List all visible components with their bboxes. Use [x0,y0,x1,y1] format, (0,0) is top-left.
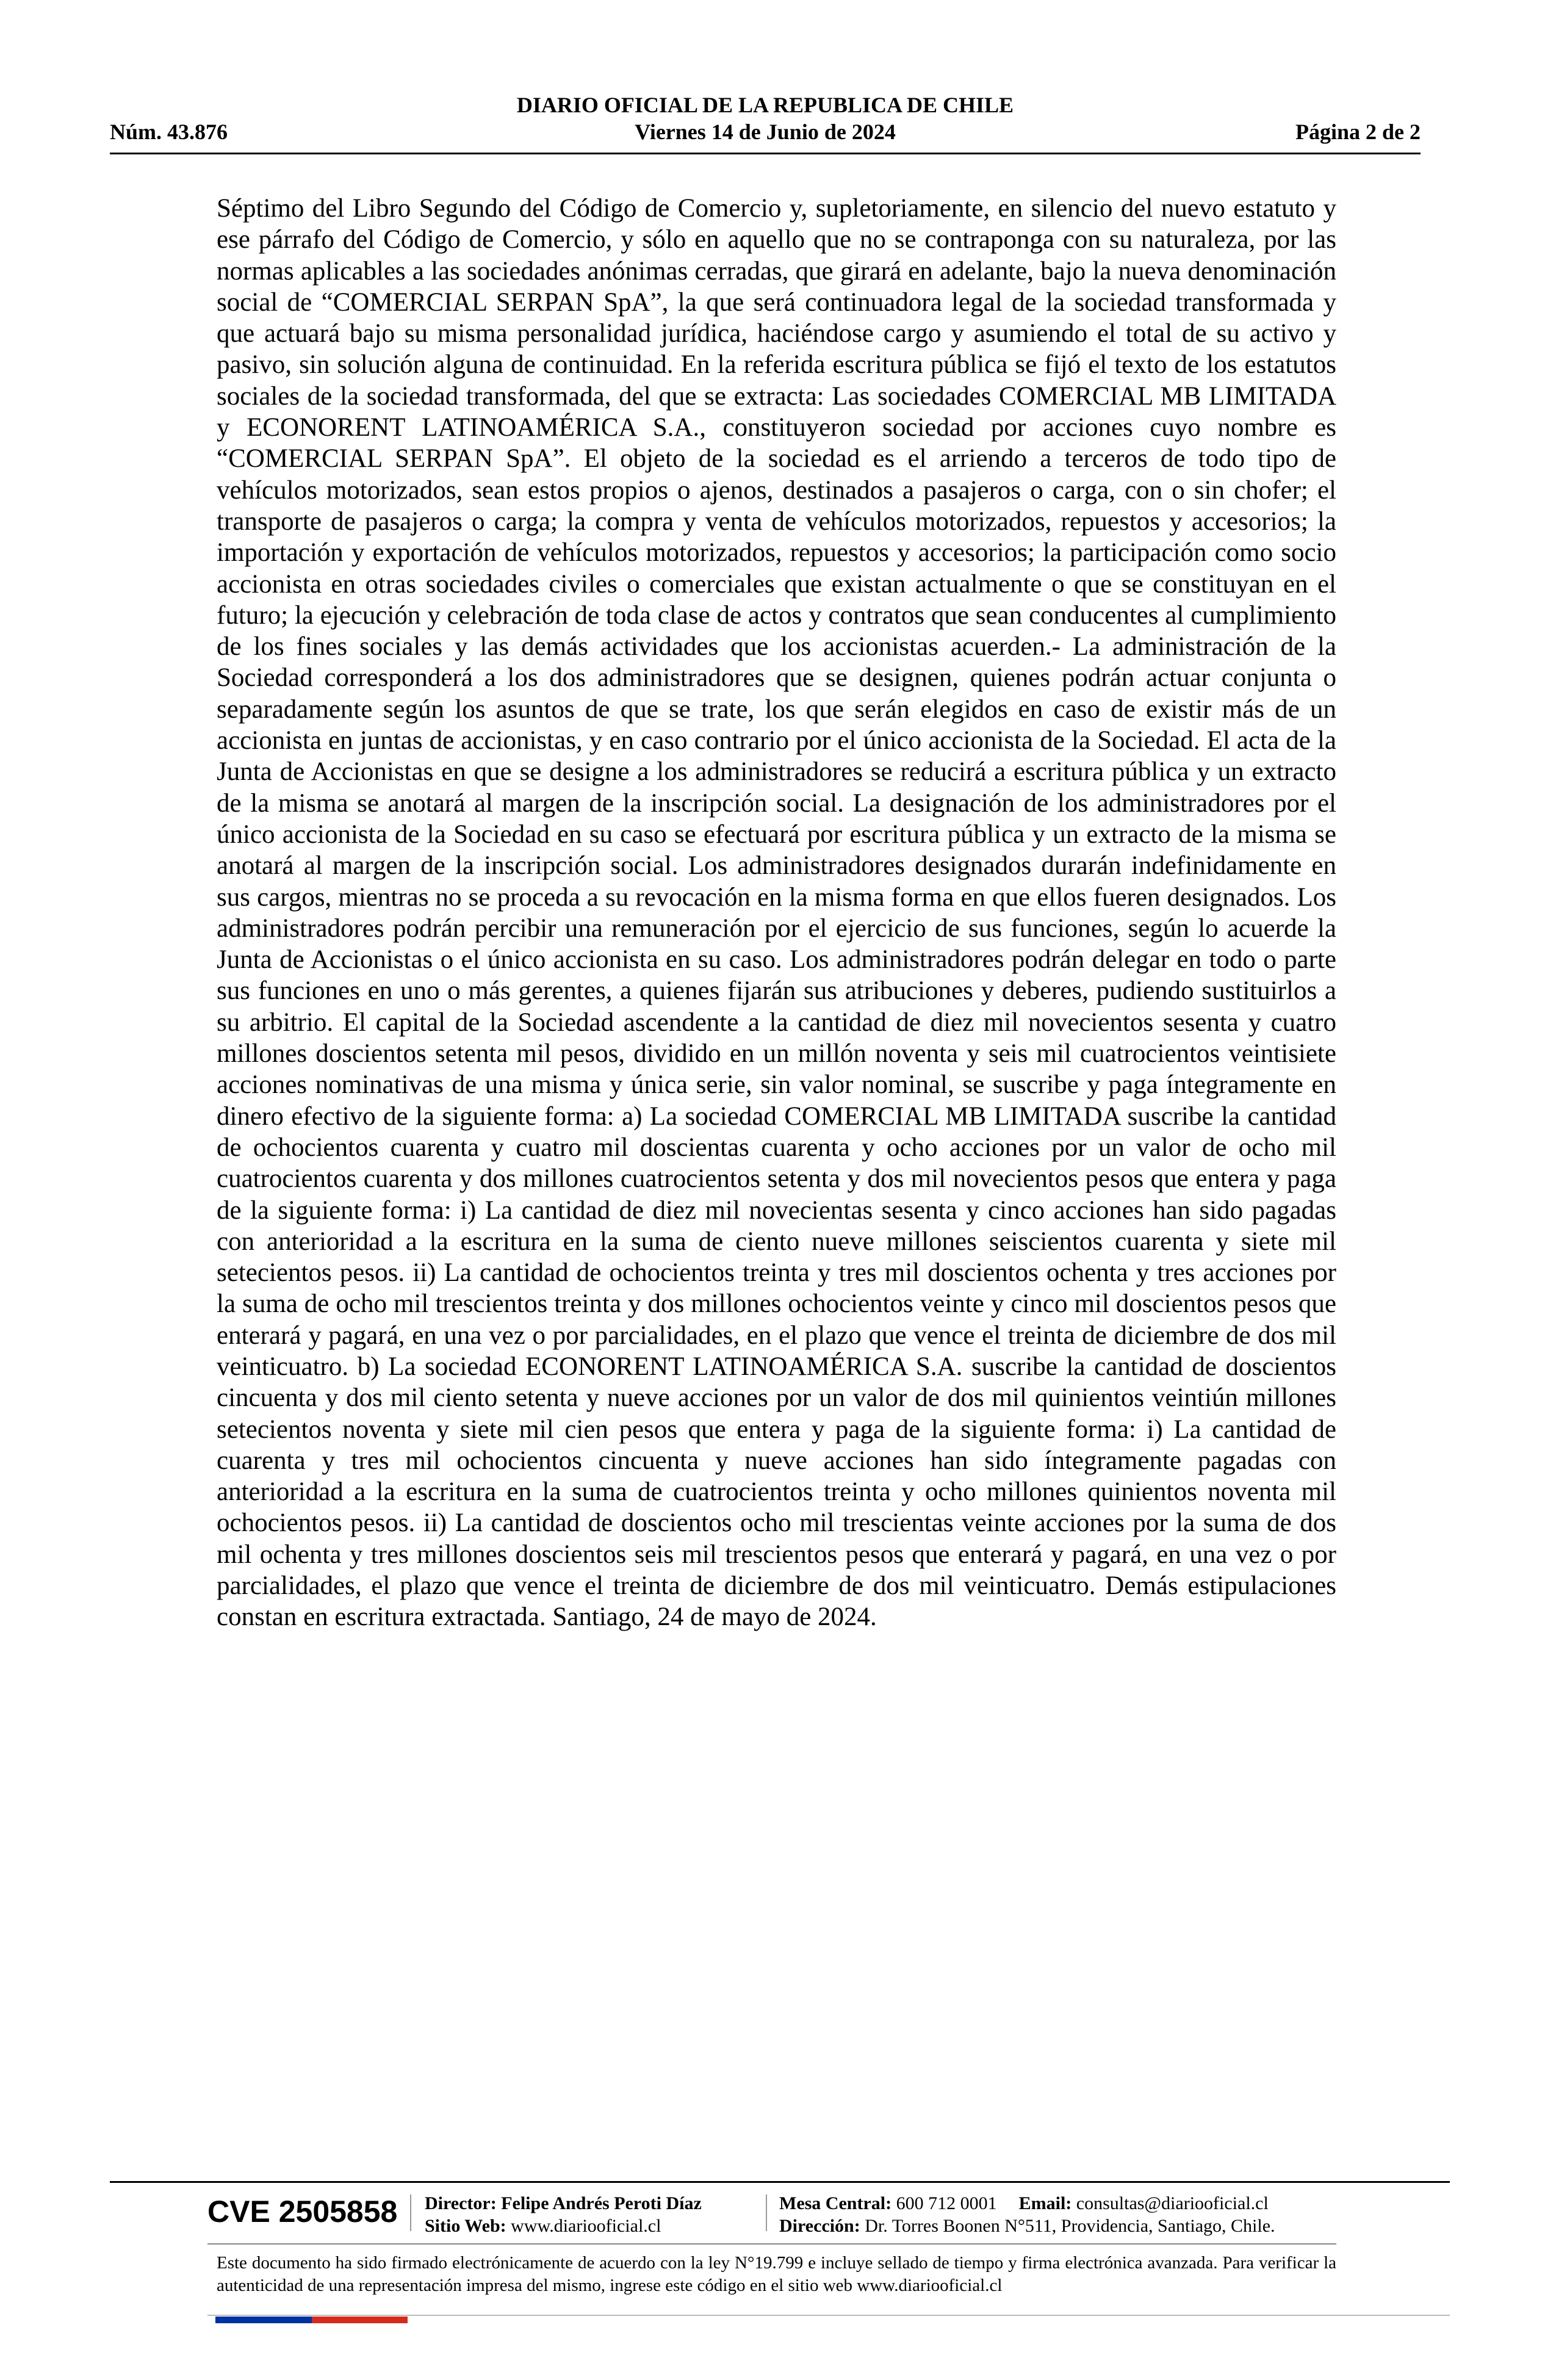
footer-inner-divider [207,2243,1336,2245]
footer-separator [766,2194,767,2231]
phone-label: Mesa Central: [779,2193,892,2213]
publication-title: DIARIO OFICIAL DE LA REPUBLICA DE CHILE [516,93,1014,117]
document-body [217,193,1336,1633]
page-number: Página 2 de 2 [1295,120,1421,144]
email-label: Email: [1018,2193,1072,2213]
flag-stripe [215,2317,408,2323]
footer-bottom-divider [207,2315,1450,2316]
address-label: Dirección: [779,2216,860,2236]
footer-director-block [425,2192,702,2237]
flag-blue-segment [215,2317,312,2323]
address-value: Dr. Torres Boonen N°511, Providencia, Santiago, Chile. [865,2216,1275,2236]
body-paragraph: Séptimo del Libro Segundo del Código de Comercio y, supletoriamente, en silencio del nuevo estatuto y ese párrafo del Código de Comercio, y sólo en aquello que no se contraponga con su naturaleza, por las normas aplicables a las sociedades anónimas cerradas, que girará en adelante, bajo la nueva denominación social de “COMERCIAL SERPAN SpA”, la que será continuadora legal de la sociedad transformada y que actuará bajo su misma personalidad jurídica, haciéndose cargo y asumiendo el total de su activo y pasivo, sin solución alguna de continuidad. En la referida escritura pública se fijó el texto de los estatutos sociales de la sociedad transformada, del que se extracta: Las sociedades COMERCIAL MB LIMITADA y ECONORENT LATINOAMÉRICA S.A., constituyeron sociedad por acciones cuyo nombre es “COMERCIAL SERPAN SpA”. El objeto de la sociedad es el arriendo a terceros de todo tipo de vehículos motorizados, sean estos propios o ajenos, destinados a pasajeros o carga, con o sin chofer; el transporte de pasajeros o carga; la compra y venta de vehículos motorizados, repuestos y accesorios; la importación y exportación de vehículos motorizados, repuestos y accesorios; la participación como socio accionista en otras sociedades civiles o comerciales que existan actualmente o que se constituyan en el futuro; la ejecución y celebración de toda clase de actos y contratos que sean conducentes al cumplimiento de los fines sociales y las demás actividades que los accionistas acuerden.- La administración de la Sociedad corresponderá a los dos administradores que se designen, quienes podrán actuar conjunta o separadamente según los asuntos de que se trate, los que serán elegidos en caso de existir más de un accionista en juntas de accionistas, y en caso contrario por el único accionista de la Sociedad. El acta de la Junta de Accionistas en que se designe a los administradores se reducirá a escritura pública y un extracto de la misma se anotará al margen de la inscripción social. La designación de los administradores por el único accionista de la Sociedad en su caso se efectuará por escritura pública y un extracto de la misma se anotará al margen de la inscripción social. Los administradores designados durarán indefinidamente en sus cargos, mientras no se proceda a su revocación en la misma forma en que ellos fueren designados. Los administradores podrán percibir una remuneración por el ejercicio de sus funciones, según lo acuerde la Junta de Accionistas o el único accionista en su caso. Los administradores podrán delegar en todo o parte sus funciones en uno o más gerentes, a quienes fijarán sus atribuciones y deberes, pudiendo sustituirlos a su arbitrio. El capital de la Sociedad ascendente a la cantidad de diez mil novecientos sesenta y cuatro millones doscientos setenta mil pesos, dividido en un millón noventa y seis mil cuatrocientos veintisiete acciones nominativas de una misma y única serie, sin valor nominal, se suscribe y paga íntegramente en dinero efectivo de la siguiente forma: a) La sociedad COMERCIAL MB LIMITADA suscribe la cantidad de ochocientos cuarenta y cuatro mil doscientas cuarenta y ocho acciones por un valor de ocho mil cuatrocientos cuarenta y dos millones cuatrocientos setenta y dos mil novecientos pesos que entera y paga de la siguiente forma: i) La cantidad de diez mil novecientas sesenta y cinco acciones han sido pagadas con anterioridad a la escritura en la suma de ciento nueve millones seiscientos cuarenta y siete mil setecientos pesos. ii) La cantidad de ochocientos treinta y tres mil doscientos ochenta y tres acciones por la suma de ocho mil trescientos treinta y dos millones ochocientos veinte y cinco mil doscientos pesos que enterará y pagará, en una vez o por parcialidades, en el plazo que vence el treinta de diciembre de dos mil veinticuatro. b) La sociedad ECONORENT LATINOAMÉRICA S.A. suscribe la cantidad de doscientos cincuenta y dos mil ciento setenta y nueve acciones por un valor de dos mil quinientos veintiún millones setecientos noventa y siete mil cien pesos que entera y paga de la siguiente forma: i) La cantidad de cuarenta y tres mil ochocientos cincuenta y nueve acciones han sido íntegramente pagadas con anterioridad a la escritura en la suma de cuatrocientos treinta y ocho millones quinientos noventa mil ochocientos pesos. ii) La cantidad de doscientos ocho mil trescientas veinte acciones por la suma de dos mil ochenta y tres millones doscientos seis mil trescientos pesos que enterará y pagará, en una vez o por parcialidades, el plazo que vence el treinta de diciembre de dos mil veinticuatro. Demás estipulaciones constan en escritura extractada. Santiago, 24 de mayo de 2024. [217,194,1336,1632]
cve-code: CVE 2505858 [207,2194,398,2229]
flag-red-segment [312,2317,408,2323]
phone-value: 600 712 0001 [896,2193,997,2213]
footer-separator [410,2194,411,2231]
site-label: Sitio Web: [425,2216,506,2236]
footer-contact-block [779,2192,1275,2237]
signature-notice: Este documento ha sido firmado electrónicamente de acuerdo con la ley N°19.799 e incluye sellado de tiempo y firma electrónica avanzada. Para verificar la autenticidad de una representación impresa del mismo, ingrese este código en el sitio web www.diariooficial.cl [217,2253,1336,2295]
email-link[interactable]: consultas@diariooficial.cl [1076,2193,1269,2213]
issue-number: Núm. 43.876 [110,120,228,144]
issue-date: Viernes 14 de Junio de 2024 [635,120,896,144]
header-divider [110,153,1421,154]
site-link[interactable]: www.diariooficial.cl [511,2216,661,2236]
director-name: Felipe Andrés Peroti Díaz [501,2193,702,2213]
footer-divider [110,2181,1450,2183]
director-label: Director: [425,2193,497,2213]
